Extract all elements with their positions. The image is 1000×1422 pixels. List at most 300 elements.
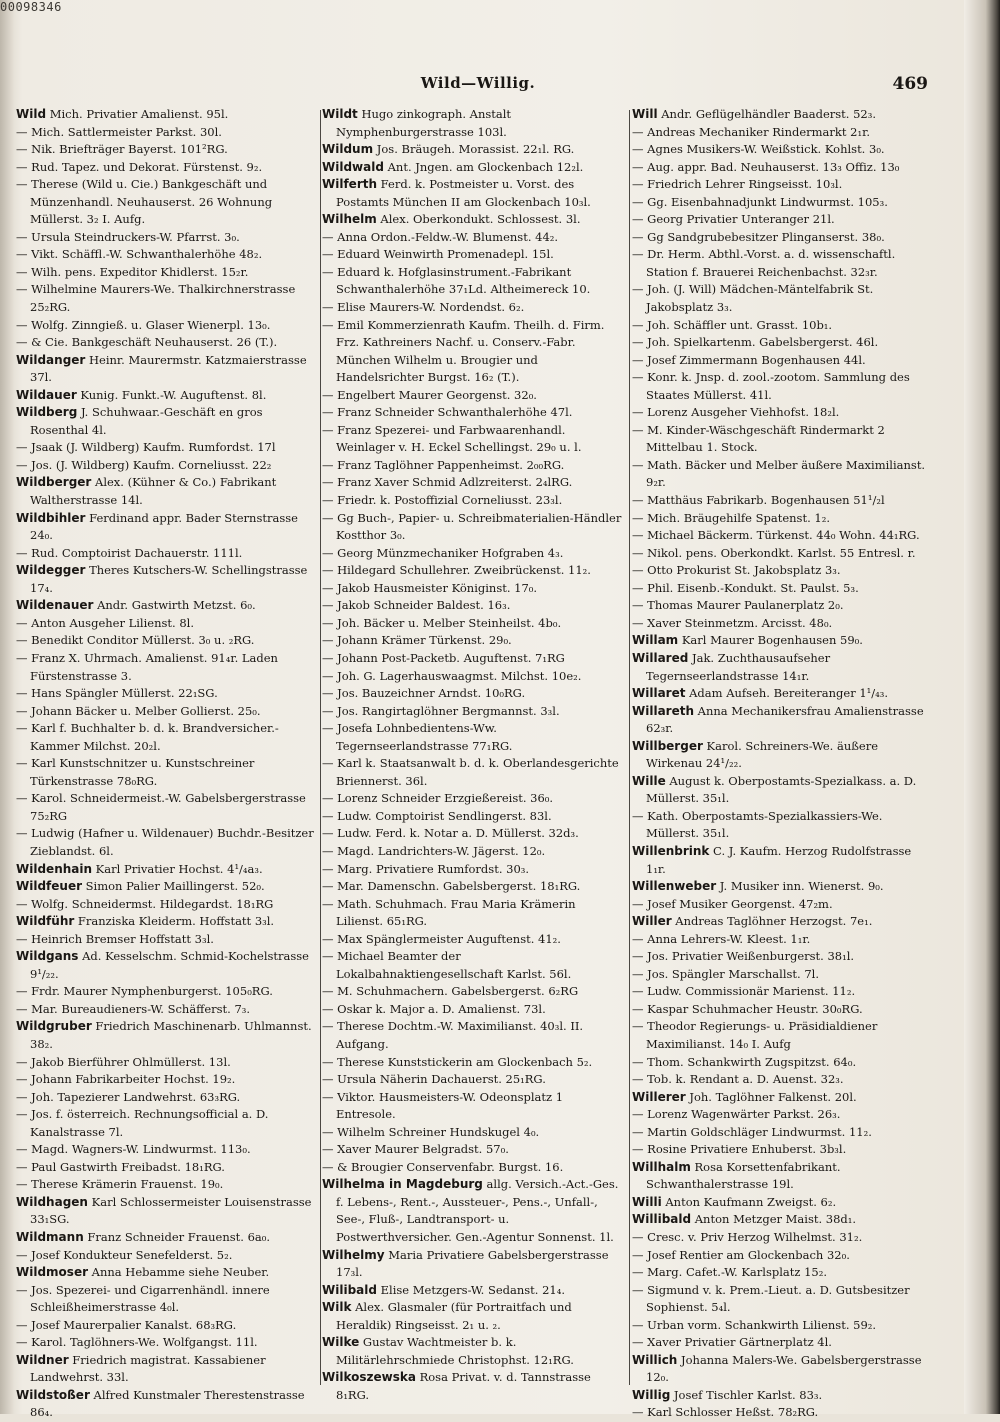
entry-surname: Wildführ (16, 914, 75, 929)
entry-surname: Wildhagen (16, 1194, 88, 1209)
directory-entry (322, 615, 626, 633)
entry-surname: Wildwald (322, 159, 384, 174)
directory-entry (322, 211, 626, 229)
directory-entry (632, 159, 934, 177)
directory-entry (322, 422, 626, 457)
entry-text: Maria Privatiere Gabelsbergerstrasse 17₃l. (336, 1247, 609, 1280)
entry-text: August k. Oberpostamts-Spezialkass. a. D. Müllerst. 35₁l. (646, 773, 917, 806)
entry-text: J. Schuhwaar.-Geschäft en gros Rosenthal 4l. (30, 405, 263, 437)
entry-surname: Will (632, 107, 658, 121)
entry-text: Rosa Korsettenfabrikant. Schwanthalerstrasse 19l. (646, 1159, 841, 1192)
directory-entry (632, 369, 934, 404)
column-divider (320, 110, 321, 1385)
directory-entry (16, 615, 316, 633)
directory-entry (322, 1159, 626, 1177)
entry-text: — Marg. Cafet.-W. Karlsplatz 15₂. (632, 1265, 827, 1280)
directory-entry (322, 1124, 626, 1142)
directory-entry (632, 1404, 934, 1422)
directory-entry (16, 720, 316, 755)
entry-text: — Josefa Lohnbedientens-Ww. Tegernseerlandstrasse 77₁RG. (322, 721, 513, 753)
directory-entry (632, 510, 934, 528)
entry-text: Karl Schlossermeister Louisenstrasse 33₁SG. (30, 1194, 312, 1227)
directory-entry (322, 580, 626, 598)
entry-text: Andreas Taglöhner Herzogst. 7e₁. (671, 914, 873, 929)
entry-text: — Cresc. v. Priv Herzog Wilhelmst. 31₂. (632, 1230, 863, 1244)
directory-entry (632, 983, 934, 1001)
directory-entry (322, 457, 626, 475)
entry-text: — Viktor. Hausmeisters-W. Odeonsplatz 1 Entresole. (322, 1089, 564, 1122)
directory-entry (322, 510, 626, 545)
directory-entry (16, 562, 316, 597)
directory-entry (16, 896, 316, 914)
directory-entry (322, 650, 626, 668)
entry-surname: Wildstoßer (16, 1387, 90, 1402)
entry-text: Anton Metzger Maist. 38d₁. (691, 1212, 857, 1227)
entry-text: — Anna Lehrers-W. Kleest. 1₁r. (632, 931, 811, 946)
entry-text: Joh. Taglöhner Falkenst. 20l. (685, 1089, 857, 1104)
directory-entry (632, 317, 934, 335)
entry-text: — Heinrich Bremser Hoffstatt 3₃l. (16, 931, 214, 946)
entry-surname: Wildgans (16, 949, 79, 964)
entry-text: Anna Hebamme siehe Neuber. (88, 1265, 270, 1280)
entry-surname: Wilibald (322, 1282, 377, 1297)
entry-text: Ad. Kesselschm. Schmid-Kochelstrasse 9¹/₂₂. (30, 949, 309, 981)
entry-text: Jos. Bräugeh. Morassist. 22₁l. RG. (373, 142, 575, 157)
directory-entry (632, 896, 934, 914)
entry-text: — Eduard k. Hofglasinstrument.-Fabrikant Schwanthalerhöhe 37₁Ld. Altheimereck 10. (322, 264, 591, 297)
entry-text: — Hildegard Schullehrer. Zweibrückenst. 11₂. (322, 563, 591, 578)
directory-entry (16, 685, 316, 703)
directory-entry (16, 474, 316, 509)
entry-text: Franz Schneider Frauenst. 6a₀. (83, 1230, 271, 1244)
entry-text: Simon Palier Maillingerst. 52₀. (82, 879, 265, 894)
entry-text: Alex. Oberkondukt. Schlossest. 3l. (376, 212, 581, 227)
directory-entry (322, 545, 626, 563)
entry-text: Rosa Privat. v. d. Tannstrasse 8₁RG. (336, 1370, 591, 1402)
directory-entry (632, 1352, 934, 1387)
directory-entry (632, 1071, 934, 1089)
entry-text: — Friedrich Lehrer Ringseisst. 10₃l. (632, 177, 843, 192)
entry-surname: Willich (632, 1352, 678, 1367)
directory-entry (16, 861, 316, 879)
directory-entry (632, 334, 934, 352)
entry-text: — Wolfg. Zinngieß. u. Glaser Wienerpl. 13₀. (16, 317, 271, 332)
directory-entry (16, 1387, 316, 1422)
entry-text: — Johann Krämer Türkenst. 29₀. (322, 633, 512, 648)
directory-entry (16, 597, 316, 615)
directory-entry (322, 492, 626, 510)
directory-entry (16, 439, 316, 457)
entry-text: — Therese Krämerin Frauenst. 19₀. (16, 1177, 224, 1192)
directory-entry (16, 124, 316, 142)
entry-text: C. J. Kaufm. Herzog Rudolfstrasse 1₁r. (646, 843, 912, 876)
entry-text: Franziska Kleiderm. Hoffstatt 3₃l. (74, 914, 275, 929)
entry-surname: Wilhelma in Magdeburg (322, 1177, 483, 1192)
column-1 (16, 106, 316, 1420)
entry-text: — Josef Zimmermann Bogenhausen 44l. (632, 352, 866, 367)
column-3 (632, 106, 934, 1420)
directory-entry (632, 457, 934, 492)
directory-entry (632, 194, 934, 212)
entry-text: — Franz Schneider Schwanthalerhöhe 47l. (322, 405, 573, 420)
entry-text: — Johann Post-Packetb. Auguftenst. 7₁RG (322, 650, 565, 665)
directory-entry (322, 720, 626, 755)
directory-entry (322, 1334, 626, 1369)
directory-entry (322, 878, 626, 896)
page-binding-edge (0, 0, 14, 1414)
entry-text: — Friedr. k. Postoffizial Corneliusst. 23₃l. (322, 493, 563, 508)
entry-text: — Gg Sandgrubebesitzer Plinganserst. 38₀. (632, 229, 885, 244)
directory-entry (632, 650, 934, 685)
directory-entry (16, 159, 316, 177)
directory-entry (16, 106, 316, 124)
directory-entry (632, 878, 934, 896)
entry-surname: Wilke (322, 1335, 360, 1350)
entry-text: — Jos. f. österreich. Rechnungsofficial a. D. Kanalstrasse 7l. (16, 1107, 269, 1139)
entry-surname: Wildfeuer (16, 879, 83, 894)
directory-entry (632, 1124, 934, 1142)
entry-text: — Tob. k. Rendant a. D. Auenst. 32₃. (632, 1072, 844, 1087)
directory-entry (322, 1141, 626, 1159)
entry-surname: Willig (632, 1387, 671, 1402)
directory-entry (16, 1071, 316, 1089)
entry-text: — Xaver Steinmetzm. Arcisst. 48₀. (632, 615, 833, 630)
directory-entry (322, 141, 626, 159)
directory-entry (16, 755, 316, 790)
entry-text: — Josef Maurerpalier Kanalst. 68₃RG. (16, 1317, 237, 1332)
entry-surname: Willared (632, 650, 689, 665)
directory-entry (16, 1018, 316, 1053)
directory-entry (16, 246, 316, 264)
entry-text: Alex. Glasmaler (für Portraitfach und Heraldik) Ringseisst. 2₁ u. ₂. (336, 1300, 572, 1332)
entry-surname: Wildenhain (16, 861, 93, 876)
entry-text: — Joh. Tapezierer Landwehrst. 63₃RG. (16, 1089, 241, 1104)
page-title: Wild—Willig. (420, 74, 536, 92)
directory-entry (16, 352, 316, 387)
directory-entry (632, 1211, 934, 1229)
directory-entry (632, 1106, 934, 1124)
entry-surname: Willerer (632, 1089, 686, 1104)
entry-text: — Math. Bäcker und Melber äußere Maximilianst. 9₂r. (632, 457, 926, 490)
entry-text: Alex. (Kühner & Co.) Fabrikant Waltherstrasse 14l. (30, 475, 277, 508)
directory-entry (16, 264, 316, 282)
directory-entry (16, 387, 316, 405)
directory-entry (322, 1176, 626, 1246)
entry-text: Ant. Jngen. am Glockenbach 12₂l. (383, 159, 584, 174)
entry-surname: Willer (632, 914, 672, 929)
directory-entry (632, 141, 934, 159)
directory-entry (322, 404, 626, 422)
entry-text: — Magd. Wagners-W. Lindwurmst. 113₀. (16, 1142, 251, 1157)
entry-text: — Xaver Privatier Gärtnerplatz 4l. (632, 1335, 832, 1350)
directory-columns (16, 106, 936, 1420)
entry-text: — Dr. Herm. Abthl.-Vorst. a. d. wissenschaftl. Station f. Brauerei Reichenbachst. 32₃r. (632, 247, 896, 279)
entry-text: — Gg. Eisenbahnadjunkt Lindwurmst. 105₃. (632, 194, 888, 209)
directory-entry (16, 1264, 316, 1282)
entry-text: — Karl Kunstschnitzer u. Kunstschreiner Türkenstrasse 78₀RG. (16, 756, 255, 788)
entry-text: — Emil Kommerzienrath Kaufm. Theilh. d. Firm. Frz. Kathreiners Nachf. u. Conserv.-Fabr. München Wilhelm u. Brougier und Handelsrichter Burgst. 16₂ (T.). (322, 317, 605, 385)
directory-entry (322, 387, 626, 405)
directory-entry (632, 1247, 934, 1265)
directory-entry (322, 474, 626, 492)
directory-entry (632, 1264, 934, 1282)
directory-entry (632, 1229, 934, 1247)
directory-entry (632, 948, 934, 966)
directory-entry (632, 1054, 934, 1072)
entry-text: Ferdinand appr. Bader Sternstrasse 24₀. (30, 510, 298, 543)
entry-text: — Rud. Tapez. und Dekorat. Fürstenst. 9₂. (16, 159, 263, 174)
directory-entry (16, 825, 316, 860)
directory-entry (16, 1054, 316, 1072)
directory-entry (16, 1334, 316, 1352)
entry-text: — Theodor Regierungs- u. Präsidialdiener Maximilianst. 14₀ I. Aufg (632, 1019, 878, 1051)
entry-text: — Joh. Spielkartenm. Gabelsbergerst. 46l. (632, 335, 879, 350)
directory-entry (16, 1352, 316, 1387)
directory-entry (632, 913, 934, 931)
entry-text: Hugo zinkograph. Anstalt Nymphenburgerstrasse 103l. (336, 107, 512, 139)
entry-text: — Ludwig (Hafner u. Wildenauer) Buchdr.-Besitzer Zieblandst. 6l. (16, 826, 314, 858)
directory-entry (322, 1089, 626, 1124)
entry-surname: Wildner (16, 1352, 69, 1367)
entry-text: — Therese (Wild u. Cie.) Bankgeschäft und Münzenhandl. Neuhauserst. 26 Wohnung Müllerst. 3₂ I. Aufg. (16, 177, 273, 227)
entry-text: — Jakob Schneider Baldest. 16₃. (322, 598, 511, 613)
entry-text: — Therese Dochtm.-W. Maximilianst. 40₃l. II. Aufgang. (322, 1019, 584, 1051)
entry-text: Jak. Zuchthausaufseher Tegernseerlandstrasse 14₁r. (646, 650, 831, 683)
directory-entry (322, 317, 626, 387)
entry-text: — Ursula Steindruckers-W. Pfarrst. 3₀. (16, 229, 240, 244)
entry-text: — Jos. Privatier Weißenburgerst. 38₁l. (632, 949, 855, 964)
entry-text: — Karl k. Staatsanwalt b. d. k. Oberlandesgerichte Briennerst. 36l. (322, 756, 619, 788)
entry-text: — Johann Bäcker u. Melber Gollierst. 25₀. (16, 703, 261, 718)
directory-entry (632, 1317, 934, 1335)
entry-text: — Max Spänglermeister Auguftenst. 41₂. (322, 931, 561, 946)
directory-entry (632, 246, 934, 281)
entry-text: — Karl Schlosser Heßst. 78₂RG. (632, 1405, 819, 1420)
directory-entry (16, 545, 316, 563)
entry-text: Karl Maurer Bogenhausen 59₀. (678, 633, 863, 648)
directory-entry (322, 106, 626, 141)
directory-entry (632, 106, 934, 124)
entry-text: — Thomas Maurer Paulanerplatz 2₀. (632, 598, 844, 613)
entry-text: Andr. Gastwirth Metzst. 6₀. (93, 598, 256, 613)
entry-text: — Hans Spängler Müllerst. 22₁SG. (16, 686, 218, 701)
directory-entry (322, 790, 626, 808)
directory-entry (322, 808, 626, 826)
entry-text: Johanna Malers-We. Gabelsbergerstrasse 12₀. (646, 1352, 922, 1385)
directory-entry (322, 983, 626, 1001)
entry-surname: Wildmann (16, 1230, 84, 1244)
directory-entry (322, 597, 626, 615)
directory-entry (632, 580, 934, 598)
entry-text: — Mar. Bureaudieners-W. Schäfferst. 7₃. (16, 1001, 251, 1016)
entry-surname: Willibald (632, 1212, 692, 1227)
entry-text: — Konr. k. Jnsp. d. zool.-zootom. Sammlung des Staates Müllerst. 41l. (632, 370, 910, 402)
directory-entry (632, 597, 934, 615)
directory-entry (322, 264, 626, 299)
entry-text: — Josef Rentier am Glockenbach 32₀. (632, 1247, 850, 1262)
directory-entry (632, 124, 934, 142)
directory-entry (632, 352, 934, 370)
entry-text: Alfred Kunstmaler Therestenstrasse 86₄. (30, 1387, 305, 1420)
entry-text: — Martin Goldschläger Lindwurmst. 11₂. (632, 1124, 872, 1139)
entry-text: — Wilhelm Schreiner Hundskugel 4₀. (322, 1124, 540, 1139)
entry-surname: Wilhelm (322, 212, 377, 227)
entry-text: — Franz Taglöhner Pappenheimst. 2₀₀RG. (322, 457, 565, 472)
directory-entry (16, 334, 316, 352)
directory-entry (322, 159, 626, 177)
entry-text: — Georg Münzmechaniker Hofgraben 4₃. (322, 545, 564, 560)
directory-entry (322, 948, 626, 983)
directory-entry (16, 931, 316, 949)
entry-text: — & Cie. Bankgeschäft Neuhauserst. 26 (T.). (16, 335, 278, 350)
entry-text: — M. Kinder-Wäschgeschäft Rindermarkt 2 Mittelbau 1. Stock. (632, 422, 885, 455)
directory-entry (322, 632, 626, 650)
entry-text: — Andreas Mechaniker Rindermarkt 2₁r. (632, 124, 870, 139)
entry-surname: Wildgruber (16, 1019, 92, 1034)
entry-text: — Xaver Maurer Belgradst. 57₀. (322, 1142, 509, 1157)
entry-text: — Michael Beamter der Lokalbahnaktiengesellschaft Karlst. 56l. (322, 949, 572, 981)
entry-text: — Phil. Eisenb.-Kondukt. St. Paulst. 5₃. (632, 580, 859, 595)
entry-text: — Anna Ordon.-Feldw.-W. Blumenst. 44₂. (322, 229, 559, 244)
directory-entry (16, 878, 316, 896)
directory-entry (322, 861, 626, 879)
directory-entry (16, 229, 316, 247)
directory-entry (632, 1018, 934, 1053)
directory-entry (632, 615, 934, 633)
directory-entry (632, 808, 934, 843)
directory-entry (16, 913, 316, 931)
directory-entry (16, 650, 316, 685)
directory-entry (16, 983, 316, 1001)
directory-entry (16, 703, 316, 721)
entry-text: — Wilh. pens. Expeditor Khidlerst. 15₂r. (16, 264, 249, 279)
entry-text: — Kath. Oberpostamts-Spezialkassiers-We. Müllerst. 35₁l. (632, 808, 883, 841)
directory-entry (16, 948, 316, 983)
directory-entry (632, 281, 934, 316)
entry-text: — Mich. Sattlermeister Parkst. 30l. (16, 124, 222, 139)
entry-text: — Joh. G. Lagerhauswaagmst. Milchst. 10e₂. (322, 668, 582, 683)
directory-entry (632, 176, 934, 194)
entry-text: — Joh. Schäffler unt. Grasst. 10b₁. (632, 317, 833, 332)
entry-text: — Georg Privatier Unteranger 21l. (632, 212, 835, 227)
directory-entry (632, 422, 934, 457)
entry-surname: Wildanger (16, 352, 86, 367)
entry-text: — Urban vorm. Schankwirth Lilienst. 59₂. (632, 1317, 877, 1332)
entry-text: Friedrich Maschinenarb. Uhlmannst. 38₂. (30, 1019, 312, 1051)
directory-entry (632, 527, 934, 545)
directory-entry (322, 668, 626, 686)
entry-text: Gustav Wachtmeister b. k. Militärlehrschmiede Christophst. 12₁RG. (336, 1335, 574, 1367)
directory-entry (632, 738, 934, 773)
entry-text: Karl Privatier Hochst. 4¹/₄a₃. (92, 861, 263, 876)
entry-text: Andr. Geflügelhändler Baaderst. 52₃. (657, 107, 876, 121)
entry-text: — Anton Ausgeher Lilienst. 8l. (16, 615, 194, 630)
entry-surname: Willenbrink (632, 843, 710, 858)
directory-entry (322, 1247, 626, 1282)
directory-entry (16, 1001, 316, 1019)
directory-entry (322, 229, 626, 247)
directory-entry (322, 1018, 626, 1053)
entry-text: — Michael Bäckerm. Türkenst. 44₀ Wohn. 44₁RG. (632, 528, 920, 543)
directory-entry (632, 404, 934, 422)
entry-text: — M. Schuhmachern. Gabelsbergerst. 6₂RG (322, 984, 579, 999)
directory-entry (16, 510, 316, 545)
entry-text: — Agnes Musikers-W. Weißstick. Kohlst. 3₀. (632, 142, 885, 157)
directory-entry (16, 790, 316, 825)
entry-text: — Paul Gastwirth Freibadst. 18₁RG. (16, 1159, 225, 1174)
entry-surname: Willi (632, 1194, 662, 1209)
directory-entry (16, 1282, 316, 1317)
entry-text: — & Brougier Conservenfabr. Burgst. 16. (322, 1159, 564, 1174)
entry-text: Karol. Schreiners-We. äußere Wirkenau 24¹/₂₂. (646, 738, 879, 771)
entry-text: — Matthäus Fabrikarb. Bogenhausen 51¹/₂l (632, 493, 885, 508)
entry-text: — Ludw. Comptoirist Sendlingerst. 83l. (322, 808, 552, 823)
entry-text: — Josef Kondukteur Senefelderst. 5₂. (16, 1247, 233, 1262)
entry-text: Josef Tischler Karlst. 83₃. (670, 1387, 823, 1402)
directory-entry (632, 211, 934, 229)
entry-text: Friedrich magistrat. Kassabiener Landwehrst. 33l. (30, 1352, 266, 1385)
entry-text: — Joh. (J. Will) Mädchen-Mäntelfabrik St. Jakobsplatz 3₃. (632, 282, 874, 315)
column-2 (322, 106, 626, 1402)
entry-text: — Vikt. Schäffl.-W. Schwanthalerhöhe 48₂. (16, 247, 263, 262)
entry-text: — Franz X. Uhrmach. Amalienst. 91₄r. Laden Fürstenstrasse 3. (16, 650, 278, 683)
entry-surname: Wille (632, 773, 666, 788)
directory-entry (632, 229, 934, 247)
directory-entry (632, 545, 934, 563)
entry-text: — Rud. Comptoirist Dachauerstr. 111l. (16, 545, 243, 560)
directory-entry (16, 281, 316, 316)
directory-entry (16, 1247, 316, 1265)
directory-entry (16, 1089, 316, 1107)
directory-entry (632, 1001, 934, 1019)
directory-entry (322, 931, 626, 949)
entry-text: — Karol. Taglöhners-We. Wolfgangst. 11l. (16, 1335, 258, 1350)
entry-text: — Sigmund v. k. Prem.-Lieut. a. D. Gutsbesitzer Sophienst. 5₄l. (632, 1282, 910, 1315)
directory-entry (16, 317, 316, 335)
directory-entry (632, 1194, 934, 1212)
entry-text: — Gg Buch-, Papier- u. Schreibmaterialien-Händler Kostthor 3₀. (322, 510, 622, 543)
entry-text: Adam Aufseh. Bereiteranger 1¹/₄₃. (685, 686, 889, 701)
directory-entry (632, 1334, 934, 1352)
directory-entry (632, 773, 934, 808)
directory-entry (16, 1176, 316, 1194)
directory-entry (16, 632, 316, 650)
entry-surname: Willam (632, 633, 679, 648)
directory-entry (16, 457, 316, 475)
entry-text: — Jos. Spezerei- und Cigarrenhändl. innere Schleißheimerstrasse 4₀l. (16, 1282, 270, 1315)
entry-text: — Johann Fabrikarbeiter Hochst. 19₂. (16, 1072, 236, 1087)
entry-text: — Otto Prokurist St. Jakobsplatz 3₃. (632, 563, 841, 578)
directory-entry (322, 1299, 626, 1334)
directory-entry (632, 843, 934, 878)
entry-text: — Magd. Landrichters-W. Jägerst. 12₀. (322, 843, 546, 858)
entry-text: — Nik. Briefträger Bayerst. 101²RG. (16, 142, 228, 157)
directory-entry (322, 246, 626, 264)
entry-surname: Wildegger (16, 563, 86, 578)
entry-text: — Benedikt Conditor Müllerst. 3₀ u. ₂RG. (16, 633, 255, 648)
entry-surname: Wildenauer (16, 598, 94, 613)
entry-text: — Ludw. Commissionär Marienst. 11₂. (632, 984, 856, 999)
directory-entry (16, 1194, 316, 1229)
directory-entry (322, 703, 626, 721)
directory-entry (632, 1282, 934, 1317)
page-number: 469 (892, 74, 928, 94)
entry-text: — Elise Maurers-W. Nordendst. 6₂. (322, 300, 525, 315)
entry-text: — Jsaak (J. Wildberg) Kaufm. Rumfordst. 17l (16, 440, 276, 455)
entry-text: — Nikol. pens. Oberkondkt. Karlst. 55 Entresl. r. (632, 545, 916, 560)
entry-surname: Wildbihler (16, 510, 86, 525)
directory-entry (322, 562, 626, 580)
